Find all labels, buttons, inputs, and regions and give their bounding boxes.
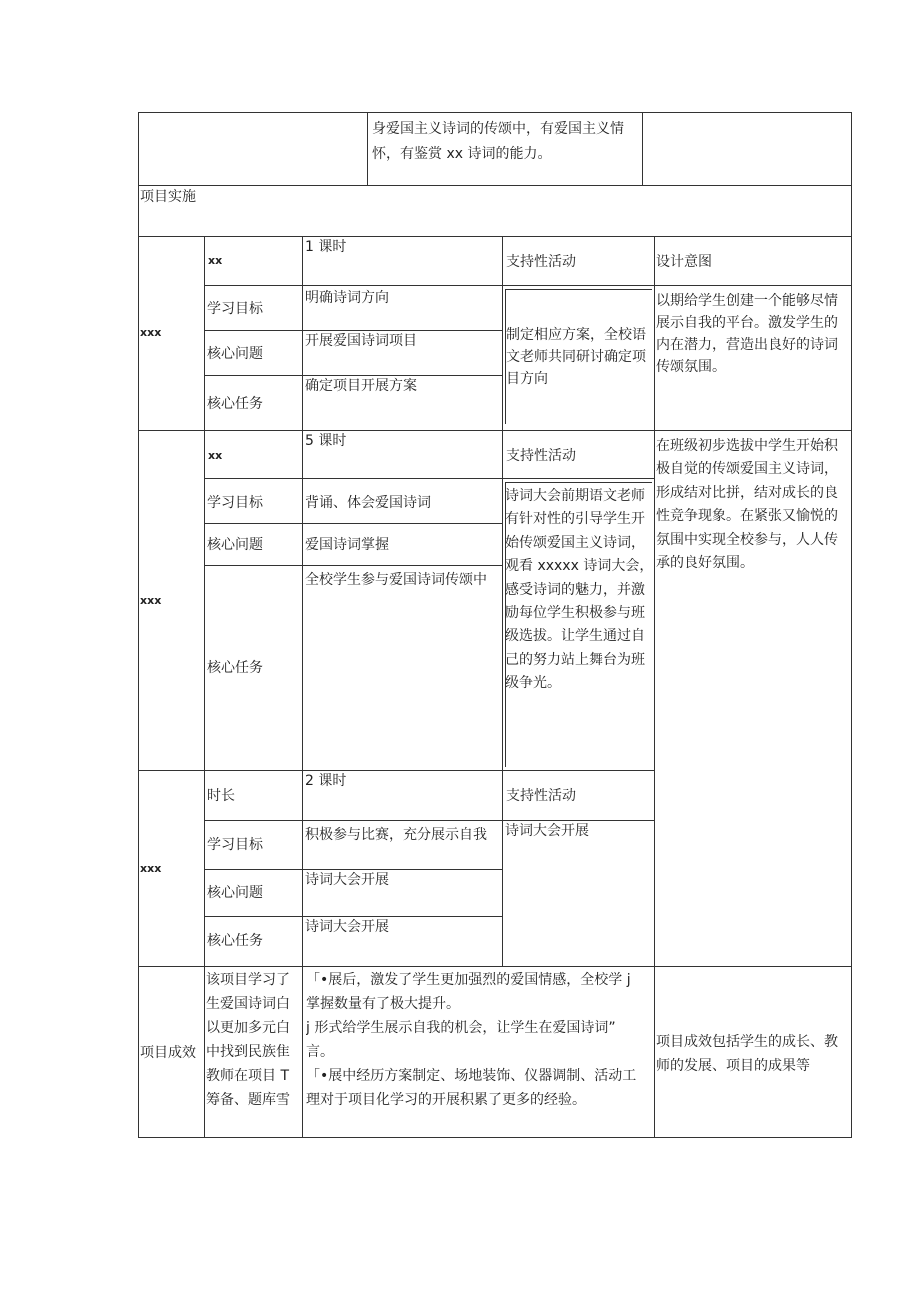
results-mid-line: j 形式给学生展示自我的机会，让学生在爱国诗词” [306, 1020, 616, 1036]
phase-name: xxx [140, 326, 162, 339]
grid-line [204, 565, 502, 566]
support-line: 制定相应方案，全校语 [506, 327, 646, 343]
row-value: 爱国诗词掌握 [305, 537, 389, 553]
design-line: 承的良好氛围。 [656, 555, 754, 572]
phase-header-label: 时长 [207, 788, 235, 804]
grid-line [302, 236, 303, 1137]
grid-line [204, 523, 502, 524]
row-label: 核心问题 [207, 885, 263, 901]
design-line: 展示自我的平台。激发学生的 [656, 315, 838, 331]
support-line: 励每位学生积极参与班 [505, 605, 645, 622]
results-mid-line: 「•展后，激发了学生更加强烈的爱国情感，全校学 j [306, 972, 631, 988]
results-right-text [656, 1030, 851, 1078]
phase-hours: 2 课时 [305, 773, 347, 789]
support-line: 始传颂爱国主义诗词， [505, 534, 645, 551]
support-text [506, 324, 646, 390]
results-mid-line: 理对于项目化学习的开展积累了更多的经验。 [306, 1092, 586, 1108]
results-mid-line: 掌握数量有了极大提升。 [306, 996, 460, 1012]
support-line: 级争光。 [505, 675, 561, 692]
design-line: 氛围中实现全校参与，人人传 [656, 531, 838, 548]
row-label: 学习目标 [207, 301, 263, 317]
grid-line [138, 236, 852, 237]
grid-line [138, 770, 654, 771]
row-value: 明确诗词方向 [305, 290, 389, 306]
design-line: 内在潜力，营造出良好的诗词 [656, 337, 838, 353]
phase-hours: 5 课时 [305, 433, 347, 449]
row-label: 学习目标 [207, 837, 263, 853]
row-label: 学习目标 [207, 495, 263, 511]
results-left-line: 中找到民族隹 [206, 1044, 290, 1060]
support-line: 诗词大会前期语文老师 [505, 488, 645, 504]
support-line: 诗词大会开展 [505, 823, 589, 839]
grid-line [505, 482, 652, 483]
grid-line [138, 1137, 852, 1138]
design-line: 极自觉的传颂爱国主义诗词， [656, 461, 838, 478]
row-value: 全校学生参与爱国诗词传颂中 [305, 572, 487, 588]
row-label: 核心任务 [207, 933, 263, 949]
phase-header-label: xx [208, 449, 223, 462]
design-line: 传颂氛围。 [656, 359, 726, 375]
design-line: 性竞争现象。在紧张又愉悦的 [656, 508, 838, 525]
design-line: 在班级初步选拔中学生开始积 [656, 438, 838, 454]
support-line: 感受诗词的魅力，并激 [505, 581, 645, 598]
results-left-line: 该项目学习了 [206, 972, 290, 988]
row-label: 核心问题 [207, 537, 263, 553]
design-line: 以期给学生创建一个能够尽情 [656, 293, 838, 309]
grid-line [642, 112, 643, 185]
row-value: 确定项目开展方案 [305, 378, 417, 394]
support-header: 支持性活动 [506, 254, 576, 270]
support-line: 观看 xxxxx 诗词大会， [505, 558, 654, 575]
section-title: 项目实施 [140, 189, 196, 205]
grid-line [138, 185, 852, 186]
design-header: 设计意图 [656, 254, 712, 270]
phase-name: xxx [140, 594, 162, 607]
results-left-text [206, 968, 302, 1112]
support-text [505, 485, 653, 696]
results-right-line: 项目成效包括学生的成长、教 [656, 1034, 838, 1050]
grid-line [138, 430, 852, 431]
grid-line [367, 112, 368, 185]
support-line: 有针对性的引导学生开 [505, 511, 645, 528]
phase-hours: 1 课时 [305, 239, 347, 255]
phase-header-label: xx [208, 254, 223, 267]
support-line: 级选拔。让学生通过自 [505, 628, 645, 645]
row-value: 诗词大会开展 [305, 872, 389, 888]
intro-line-2: 怀，有鉴赏 xx 诗词的能力。 [372, 146, 552, 162]
support-line: 文老师共同研讨确定项 [506, 349, 646, 365]
row-value: 积极参与比赛，充分展示自我 [305, 827, 487, 843]
intro-line-1: 身爱国主义诗词的传颂中，有爱国主义情 [372, 121, 624, 137]
grid-line [204, 478, 654, 479]
support-header: 支持性活动 [506, 448, 576, 464]
grid-line [138, 112, 139, 1138]
row-value: 开展爱国诗词项目 [305, 333, 417, 349]
grid-line [654, 236, 655, 1137]
row-value: 诗词大会开展 [305, 919, 389, 935]
row-label: 核心任务 [207, 660, 263, 676]
design-text [656, 435, 838, 575]
results-left-line: 筹备、题库雪 [206, 1092, 290, 1108]
grid-line [502, 236, 503, 966]
results-left-line: 生爱国诗词白 [206, 996, 290, 1012]
results-mid-line: 言。 [306, 1044, 334, 1060]
results-left-line: 以更加多元白 [206, 1020, 290, 1036]
row-label: 核心问题 [207, 346, 263, 362]
support-line: 目方向 [506, 371, 548, 387]
support-line: 己的努力站上舞台为班 [505, 651, 645, 668]
design-line: 形成结对比拼，结对成长的良 [656, 484, 838, 501]
grid-line [138, 112, 852, 113]
grid-line [505, 289, 652, 290]
grid-line [204, 236, 205, 1137]
results-mid-line: 「•展中经历方案制定、场地装饰、仪器调制、活动工 [306, 1068, 637, 1084]
results-label: 项目成效 [140, 1045, 196, 1061]
design-text [656, 290, 838, 378]
support-header: 支持性活动 [506, 788, 576, 804]
results-mid-text [306, 968, 652, 1112]
phase-name: xxx [140, 862, 162, 875]
row-value: 背诵、体会爱国诗词 [305, 495, 431, 511]
results-right-line: 师的发展、项目的成果等 [656, 1058, 810, 1074]
results-left-line: 教师在项目 T [206, 1068, 290, 1084]
row-label: 核心任务 [207, 396, 263, 412]
grid-line [138, 966, 852, 967]
grid-line [851, 112, 852, 1138]
